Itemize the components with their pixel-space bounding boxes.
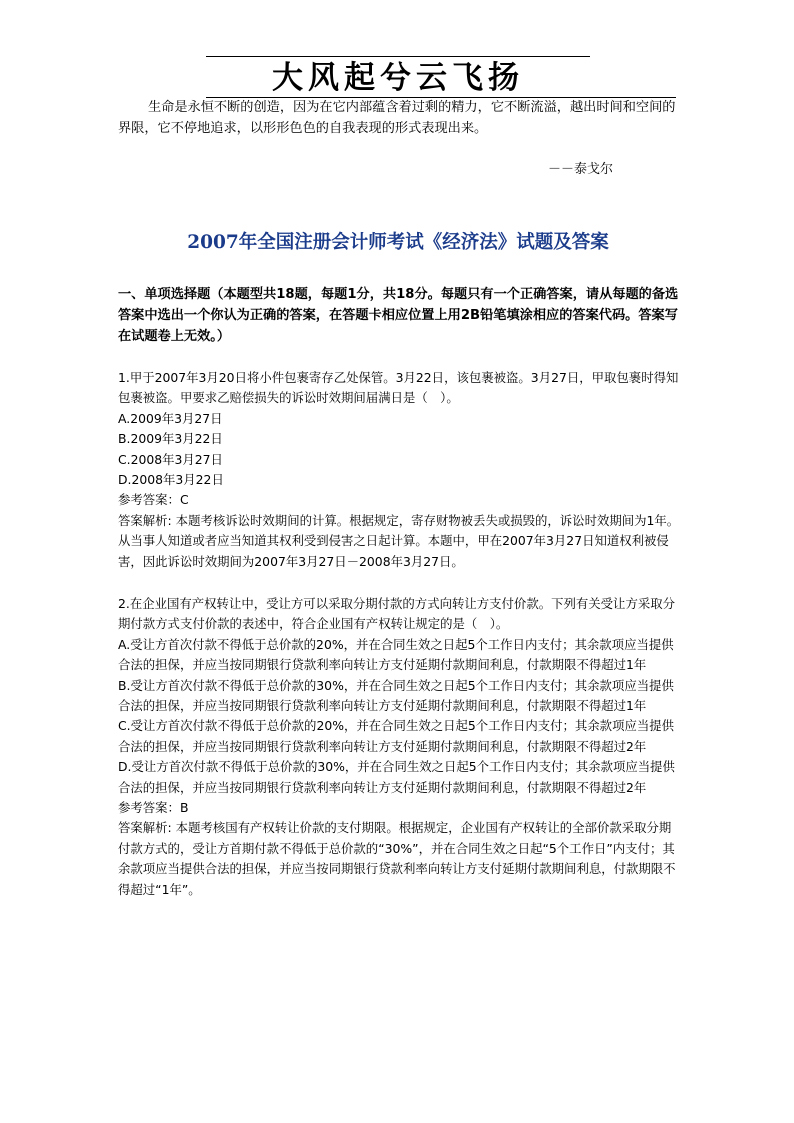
banner-top-rule (206, 56, 590, 57)
question-block (118, 368, 680, 572)
option-d: D.2008年3月22日 (118, 472, 224, 488)
option-b: B.2009年3月22日 (118, 431, 223, 447)
option-a: A.受让方首次付款不得低于总价款的20%，并在合同生效之日起5个工作日内支付；其余款项应当提供合法的担保，并应当按同期银行贷款利率向转让方支付延期付款期间利息，付款期限不得超过1年 (118, 636, 674, 673)
option-b: B.受让方首次付款不得低于总价款的30%，并在合同生效之日起5个工作日内支付；其余款项应当提供合法的担保，并应当按同期银行贷款利率向转让方支付延期付款期间利息，付款期限不得超过1年 (118, 677, 674, 714)
option-d: D.受让方首次付款不得低于总价款的30%，并在合同生效之日起5个工作日内支付；其余款项应当提供合法的担保，并应当按同期银行贷款利率向转让方支付延期付款期间利息，付款期限不得超过2年 (118, 759, 675, 795)
reference-answer: 参考答案：B (118, 800, 189, 816)
reference-answer: 参考答案：C (118, 492, 189, 508)
option-c: C.受让方首次付款不得低于总价款的20%，并在合同生效之日起5个工作日内支付；其余款项应当提供合法的担保，并应当按同期银行贷款利率向转让方支付延期付款期间利息，付款期限不得超过2年 (118, 718, 675, 754)
section-heading: 一、单项选择题（本题型共18题，每题1分，共18分。每题只有一个正确答案，请从每题的备选答案中选出一个你认为正确的答案，在答题卡相应位置上用2B铅笔填涂相应的答案代码。答案写在试题卷上无效。） (118, 287, 679, 344)
question-stem: 2.在企业国有产权转让中，受让方可以采取分期付款的方式向转让方支付价款。下列有关受让方采取分期付款方式支付价款的表述中，符合企业国有产权转让规定的是（ ）。 (118, 596, 676, 632)
epigraph-author: －－泰戈尔 (548, 162, 614, 177)
document-title: 2007年全国注册会计师考试《经济法》试题及答案 (187, 232, 609, 253)
epigraph-quote: 生命是永恒不断的创造，因为在它内部蕴含着过剩的精力，它不断流溢，越出时间和空间的界限，它不停地追求，以形形色色的自我表现的形式表现出来。 (118, 100, 676, 136)
answer-analysis: 答案解析: 本题考核国有产权转让价款的支付期限。根据规定，企业国有产权转让的全部价款采取分期付款方式的，受让方首期付款不得低于总价款的“30%”，并在合同生效之日起“5个工作日”内支付；其余款项应当提供合法的担保，并应当按同期银行贷款利率向转让方支付延期付款期间利息，付款期限不得超过“1年”。 (118, 820, 676, 897)
question-block (118, 594, 680, 900)
option-c: C.2008年3月27日 (118, 451, 223, 467)
answer-analysis: 答案解析: 本题考核诉讼时效期间的计算。根据规定，寄存财物被丢失或损毁的，诉讼时效期间为1年。从当事人知道或者应当知道其权利受到侵害之日起计算。本题中，甲在2007年3月27日知道权利被侵害，因此诉讼时效期间为2007年3月27日－2008年3月27日。 (118, 512, 680, 569)
banner-calligraphy-title: 大风起兮云飞扬 (272, 60, 524, 96)
question-stem: 1.甲于2007年3月20日将小件包裹寄存乙处保管。3月22日，该包裹被盗。3月27日，甲取包裹时得知包裹被盗。甲要求乙赔偿损失的诉讼时效期间届满日是（ ）。 (118, 370, 679, 406)
option-a: A.2009年3月27日 (118, 410, 223, 426)
